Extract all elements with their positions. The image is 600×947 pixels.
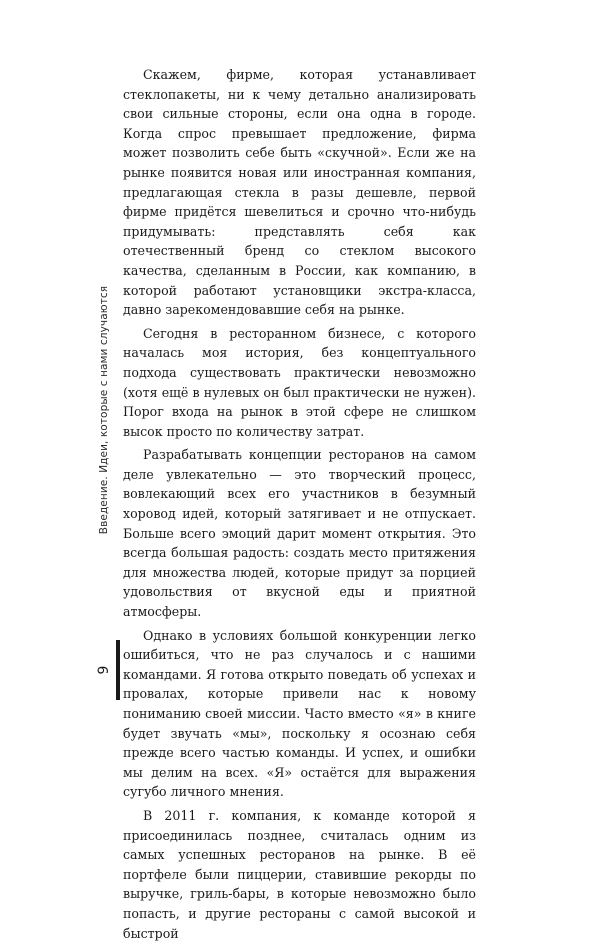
body-text: [123, 65, 476, 947]
page-number: 9: [96, 665, 112, 675]
page-marker-bar: [116, 640, 120, 700]
paragraph-5: В 2011 г. компания, к команде которой я присоединилась позднее, считалась одним из самых успешных ресторанов на рынке. В её портфеле были пиццерии, ставившие рекорды по выручке, гриль-бары, в которые невозможно было попасть, и другие рестораны с самой высокой и быстрой: [123, 807, 476, 941]
paragraph-2: Сегодня в ресторанном бизнесе, с которого началась моя история, без концептуального подхода существовать практически невозможно (хотя ещё в нулевых он был практически не нужен). Порог входа на рынок в этой сфере не слишком высок просто по количеству затрат.: [123, 325, 476, 439]
paragraph-3: Разрабатывать концепции ресторанов на самом деле увлекательно — это творческий процесс, вовлекающий всех его участников в безумный хоровод идей, который затягивает и не отпускает. Больше всего эмоций дарит момент открытия. Это всегда большая радость: создать место притяжения для множества людей, которые придут за порцией удовольствия от вкусной еды и приятной атмосферы.: [123, 447, 476, 620]
paragraph-1: Скажем, фирме, которая устанавливает стеклопакеты, ни к чему детально анализировать свои сильные стороны, если она одна в городе. Когда спрос превышает предложение, фирма может позволить себе быть «скучной». Если же на рынке появится новая или иностранная компания, предлагающая стекла в разы дешевле, первой фирме придётся шевелиться и срочно что-нибудь придумывать: представлять себя как отечественный бренд со стеклом высокого качества, сделанным в России, как компанию, в которой работают установщики экстра-класса, давно зарекомендовавшие себя на рынке.: [123, 67, 476, 318]
running-header: Введение. Идеи, которые с нами случаются: [98, 285, 110, 535]
paragraph-4: Однако в условиях большой конкуренции легко ошибиться, что не раз случалось и с нашими командами. Я готова открыто поведать об успехах и провалах, которые привели нас к новому пониманию своей миссии. Часто вместо «я» в книге будет звучать «мы», поскольку я осознаю себя прежде всего частью команды. И успех, и ошибки мы делим на всех. «Я» остаётся для выражения сугубо личного мнения.: [123, 627, 476, 800]
